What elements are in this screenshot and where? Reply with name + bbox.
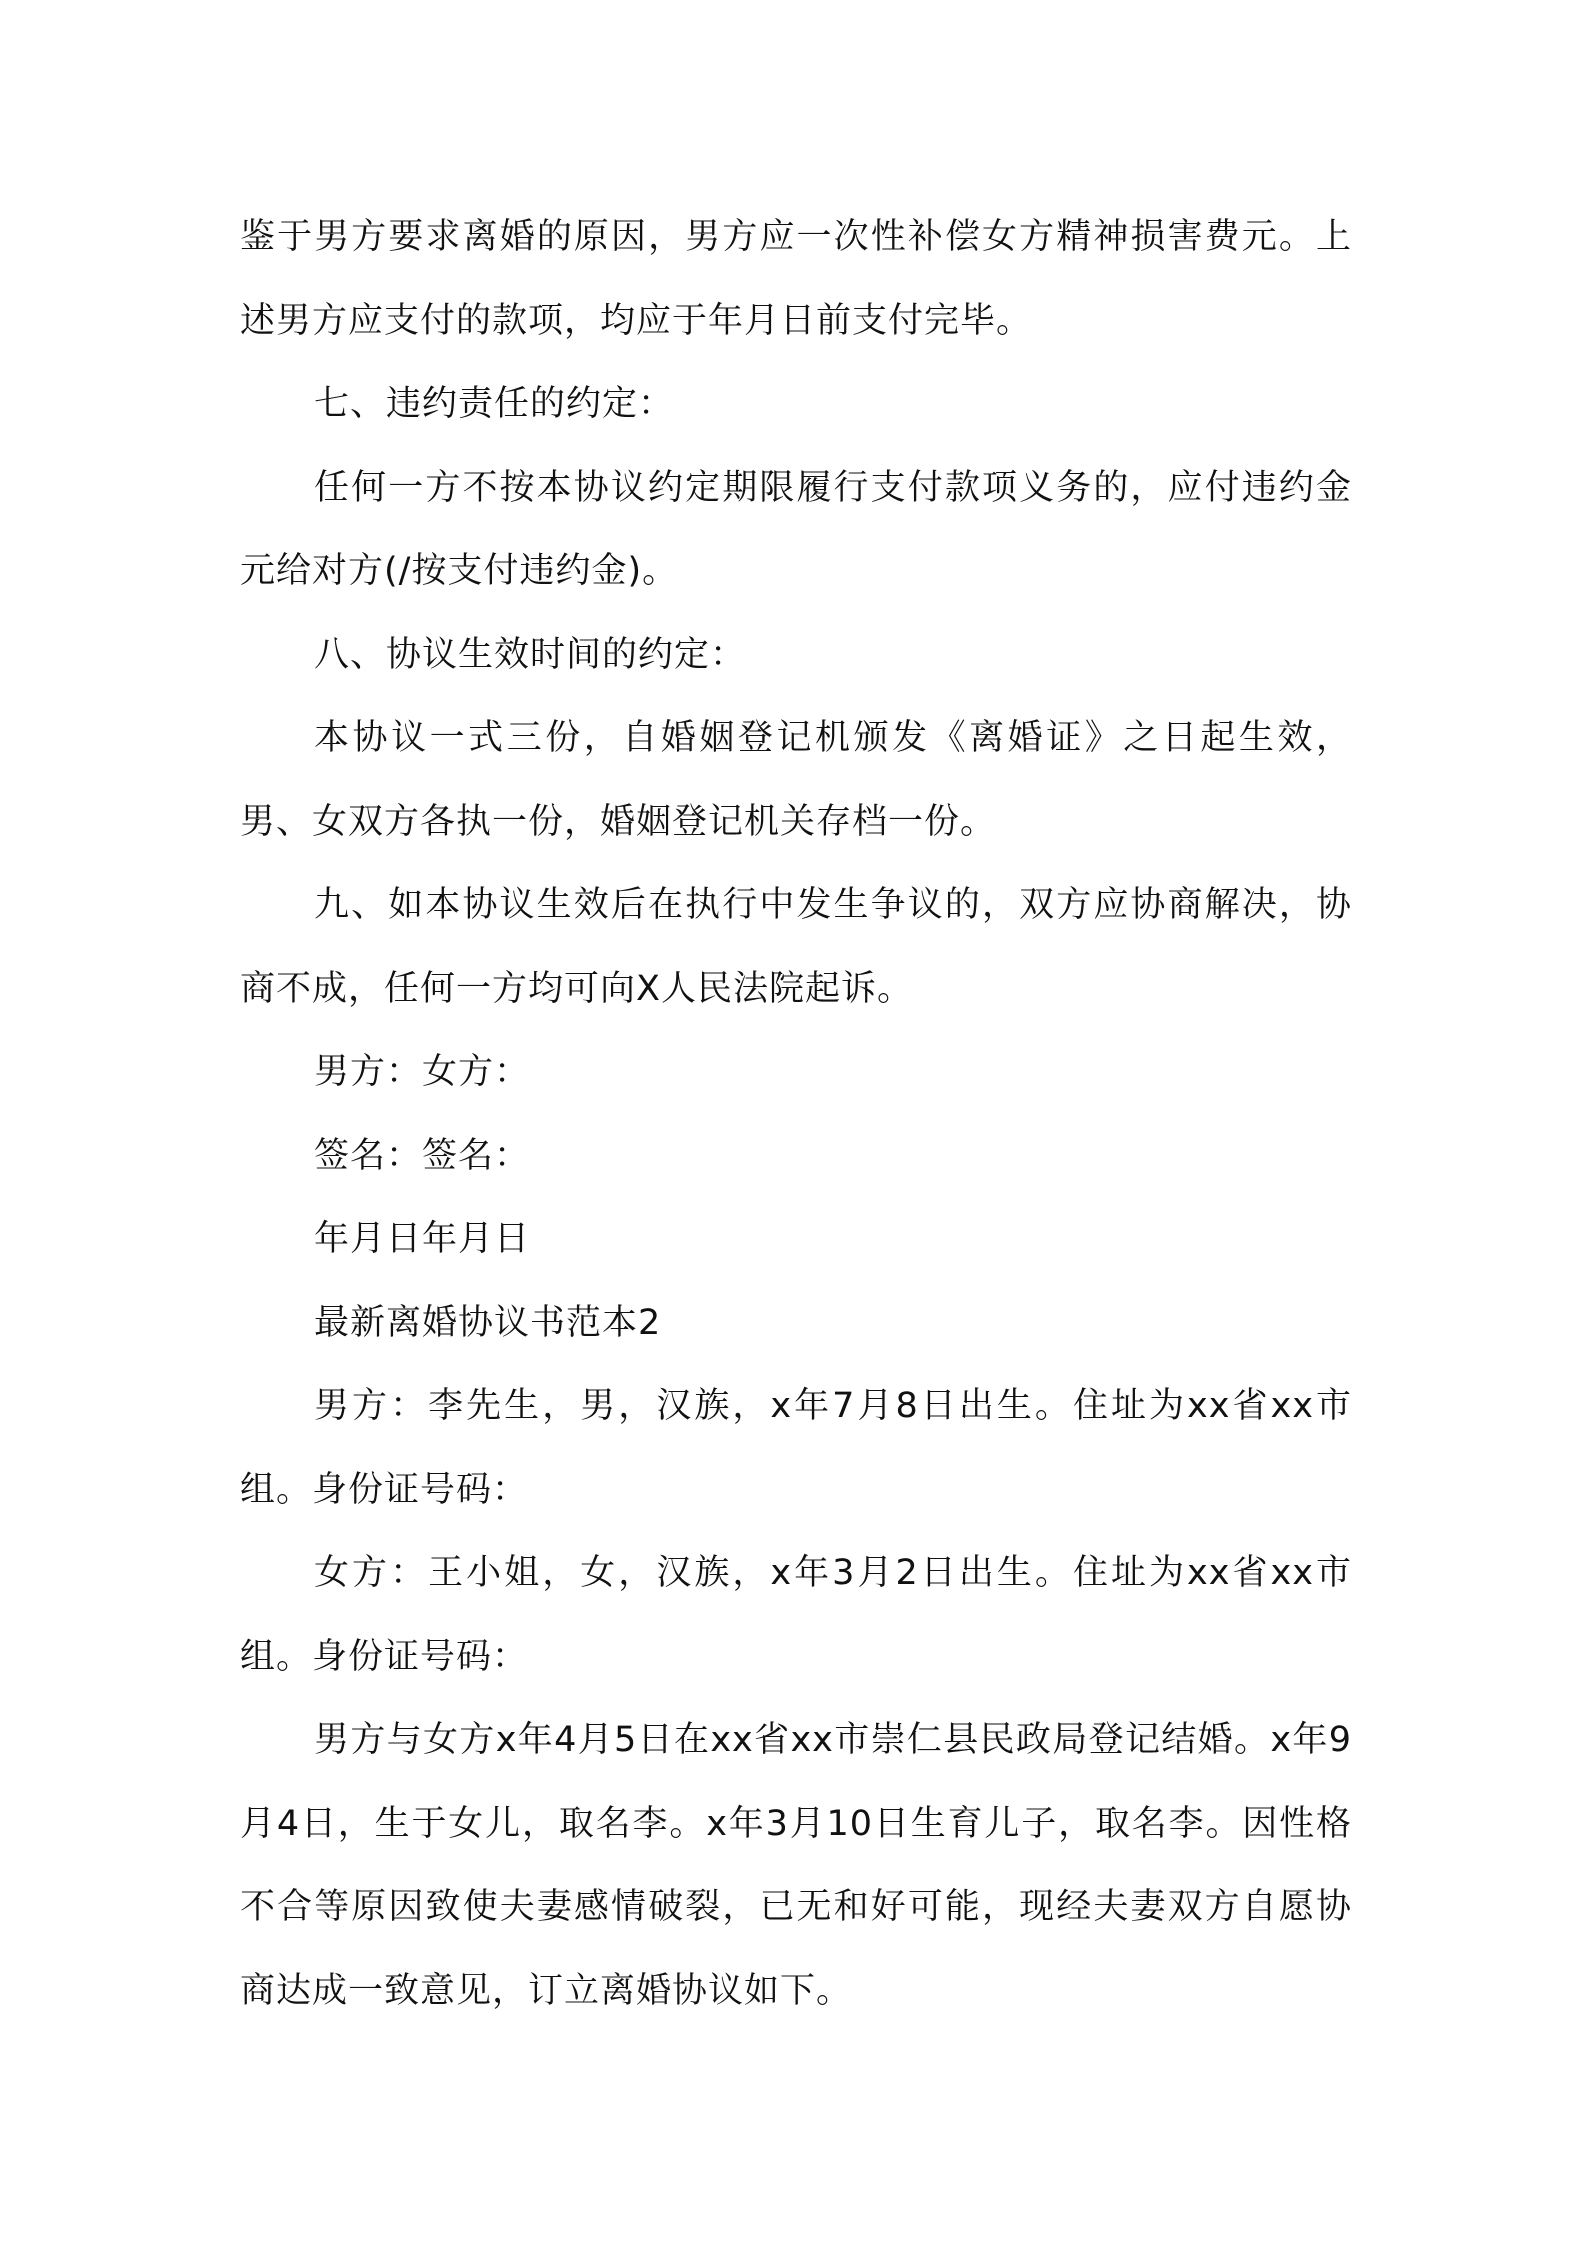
paragraph-copies: 本协议一式三份，自婚姻登记机颁发《离婚证》之日起生效，男、女双方各执一份，婚姻登记机关存档一份。 xyxy=(240,718,1352,842)
paragraph-male-party: 男方：李先生，男，汉族，x年7月8日出生。住址为xx省xx市组。身份证号码： xyxy=(240,1386,1352,1510)
paragraph-marriage-background: 男方与女方x年4月5日在xx省xx市崇仁县民政局登记结婚。x年9月4日，生于女儿，取名李。x年3月10日生育儿子，取名李。因性格不合等原因致使夫妻感情破裂，已无和好可能，现经夫妻双方自愿协商达成一致意见，订立离婚协议如下。 xyxy=(240,1720,1352,2011)
signature-line: 签名：签名： xyxy=(314,1135,531,1176)
paragraph-female-party: 女方：王小姐，女，汉族，x年3月2日出生。住址为xx省xx市组。身份证号码： xyxy=(240,1553,1352,1677)
section-title-template-2: 最新离婚协议书范本2 xyxy=(314,1302,662,1343)
date-line: 年月日年月日 xyxy=(314,1219,531,1259)
paragraph-dispute: 九、如本协议生效后在执行中发生争议的，双方应协商解决，协商不成，任何一方均可向X人民法院起诉。 xyxy=(240,885,1352,1009)
paragraph-compensation: 鉴于男方要求离婚的原因，男方应一次性补偿女方精神损害费元。上述男方应支付的款项，均应于年月日前支付完毕。 xyxy=(240,217,1352,341)
heading-breach-liability: 七、违约责任的约定： xyxy=(314,384,675,424)
document-body xyxy=(240,196,1352,2033)
parties-line: 男方：女方： xyxy=(314,1052,531,1092)
paragraph-breach-penalty: 任何一方不按本协议约定期限履行支付款项义务的，应付违约金元给对方(/按支付违约金)。 xyxy=(240,467,1352,591)
heading-effective-time: 八、协议生效时间的约定： xyxy=(314,634,747,675)
